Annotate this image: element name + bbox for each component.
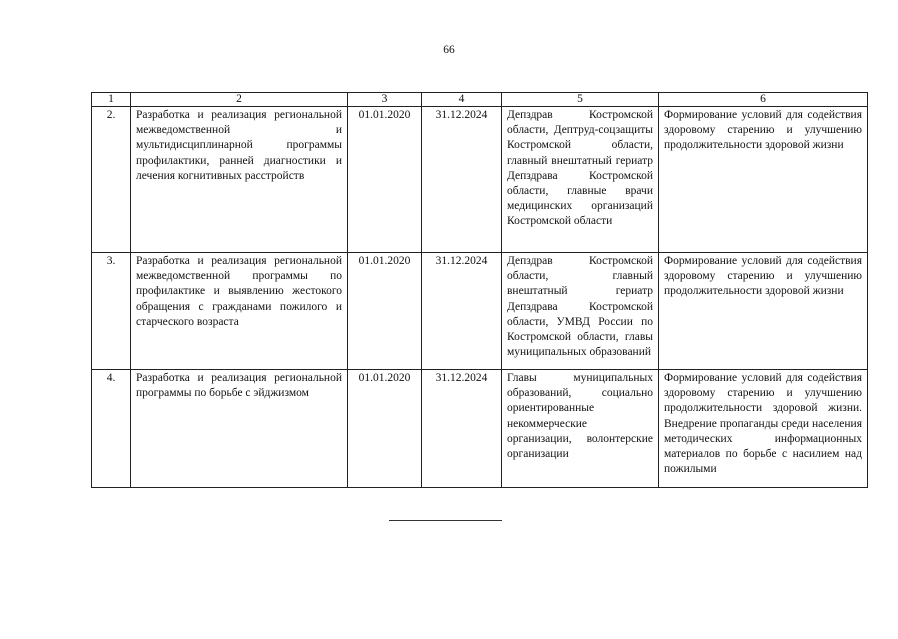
table-header-row bbox=[92, 93, 868, 107]
column-header: 6 bbox=[659, 93, 868, 107]
event-cell: Разработка и реализация региональной программы по борьбе с эйджизмом bbox=[131, 370, 348, 488]
executors-cell: Главы муниципальных образований, социально ориентированные некоммерческие организации, волонтерские организации bbox=[502, 370, 659, 488]
row-number: 2. bbox=[92, 107, 131, 253]
result-cell: Формирование условий для содействия здоровому старению и улучшению продолжительности здоровой жизни. Внедрение пропаганды среди населения методических информационных материалов по борьбе с насилием над пожилыми bbox=[659, 370, 868, 488]
table-row bbox=[92, 370, 868, 488]
table-row bbox=[92, 253, 868, 370]
result-cell: Формирование условий для содействия здоровому старению и улучшению продолжительности здоровой жизни bbox=[659, 107, 868, 253]
start-date-cell: 01.01.2020 bbox=[348, 107, 422, 253]
event-cell: Разработка и реализация региональной межведомственной и мультидисциплинарной программы профилактики, ранней диагностики и лечения когнитивных расстройств bbox=[131, 107, 348, 253]
activities-table bbox=[91, 92, 868, 488]
row-number: 3. bbox=[92, 253, 131, 370]
end-date-cell: 31.12.2024 bbox=[422, 370, 502, 488]
end-date-cell: 31.12.2024 bbox=[422, 107, 502, 253]
column-header: 1 bbox=[92, 93, 131, 107]
executors-cell: Депздрав Костромской области, Дептруд-соцзащиты Костромской области, главный внештатный гериатр Депздрава Костромской области, главные врачи медицинских организаций Костромской области bbox=[502, 107, 659, 253]
result-cell: Формирование условий для содействия здоровому старению и улучшению продолжительности здоровой жизни bbox=[659, 253, 868, 370]
table-row bbox=[92, 107, 868, 253]
executors-cell: Депздрав Костромской области, главный внештатный гериатр Депздрава Костромской области, УМВД России по Костромской области, главы муниципальных образований bbox=[502, 253, 659, 370]
row-number: 4. bbox=[92, 370, 131, 488]
page-number: 66 bbox=[443, 44, 455, 56]
closing-rule bbox=[389, 520, 502, 521]
column-header: 5 bbox=[502, 93, 659, 107]
start-date-cell: 01.01.2020 bbox=[348, 253, 422, 370]
column-header: 4 bbox=[422, 93, 502, 107]
start-date-cell: 01.01.2020 bbox=[348, 370, 422, 488]
event-cell: Разработка и реализация региональной межведомственной программы по профилактике и выявлению жестокого обращения с гражданами пожилого и старческого возраста bbox=[131, 253, 348, 370]
column-header: 3 bbox=[348, 93, 422, 107]
end-date-cell: 31.12.2024 bbox=[422, 253, 502, 370]
column-header: 2 bbox=[131, 93, 348, 107]
